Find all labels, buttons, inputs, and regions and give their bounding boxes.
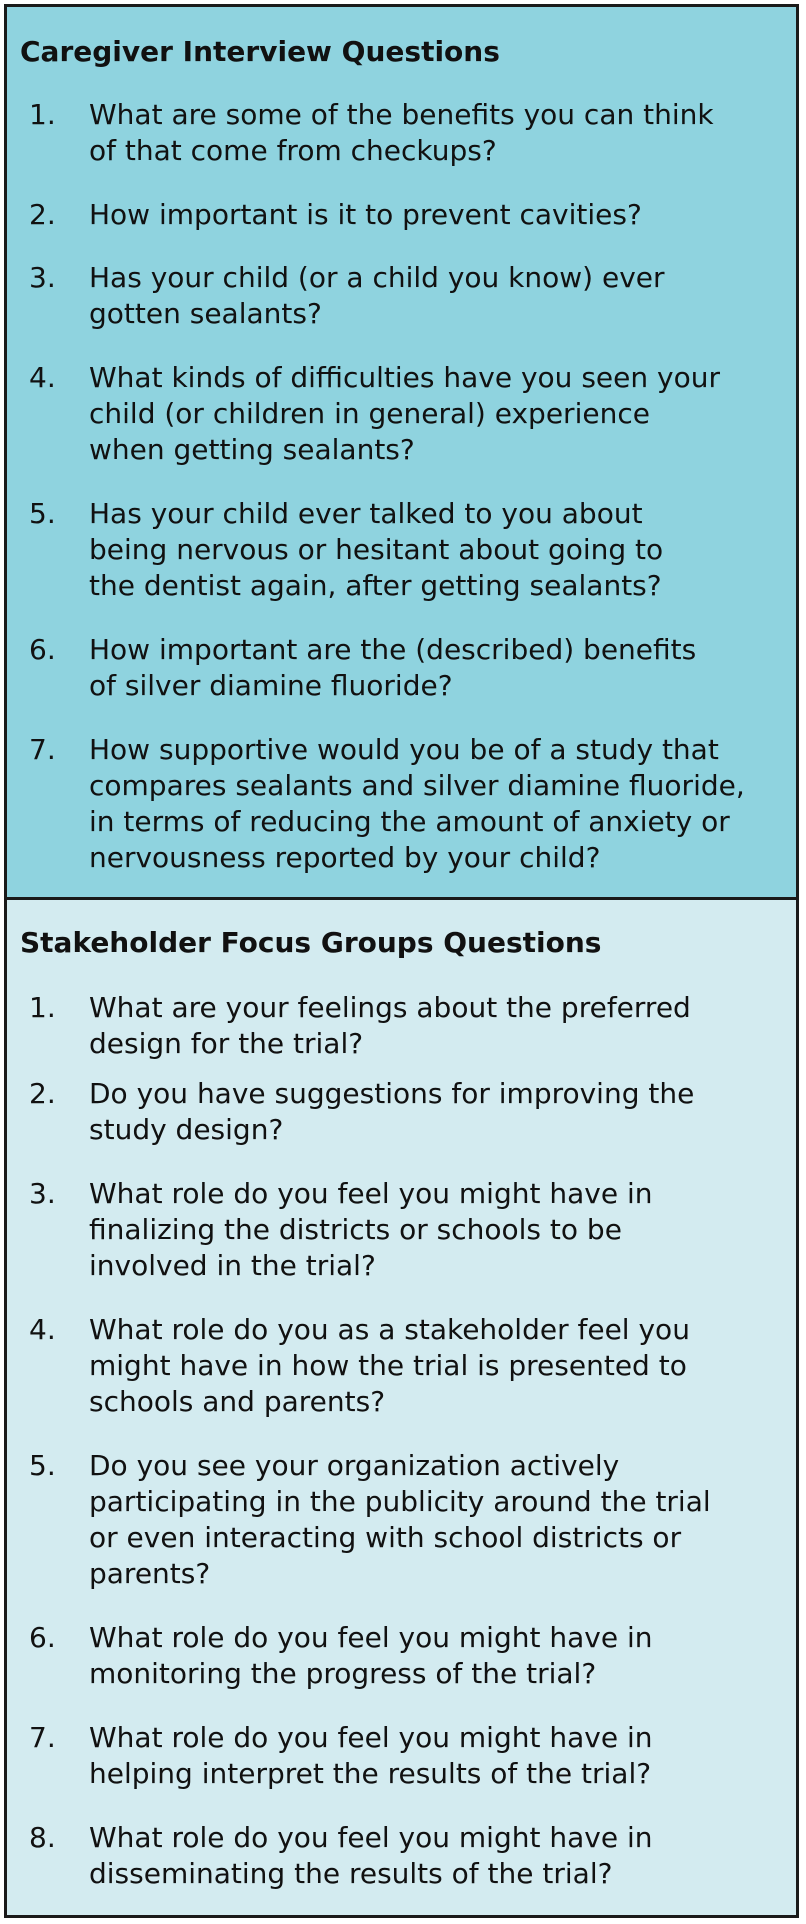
section-title: Stakeholder Focus Groups Questions <box>20 926 602 959</box>
item-number: 3. <box>29 1177 56 1210</box>
list-item <box>29 360 799 468</box>
list-item <box>29 632 799 704</box>
item-number: 2. <box>29 198 56 231</box>
list-item <box>29 197 799 233</box>
item-number: 8. <box>29 1821 56 1854</box>
item-text: Has your child ever talked to you about being nervous or hesitant about going to the dentist again, after getting sealants? <box>89 497 664 602</box>
item-text: Has your child (or a child you know) ever gotten sealants? <box>89 261 665 330</box>
section-title: Caregiver Interview Questions <box>20 35 500 68</box>
item-text: How supportive would you be of a study that compares sealants and silver diamine fluoride, in terms of reducing the amount of anxiety or nervousness reported by your child? <box>89 733 745 874</box>
list-item <box>29 990 799 1062</box>
list-item <box>29 496 799 604</box>
list-item <box>29 1176 799 1284</box>
list-item <box>29 1620 799 1692</box>
item-text: What role do you feel you might have in helping interpret the results of the trial? <box>89 1721 653 1790</box>
item-number: 2. <box>29 1077 56 1110</box>
list-item <box>29 1448 799 1592</box>
item-number: 1. <box>29 991 56 1024</box>
item-text: What are some of the benefits you can think of that come from checkups? <box>89 98 714 167</box>
item-text: What are your feelings about the preferred design for the trial? <box>89 991 691 1060</box>
item-text: What kinds of difficulties have you seen your child (or children in general) experience when getting sealants? <box>89 361 720 466</box>
list-item <box>29 1720 799 1792</box>
item-number: 7. <box>29 1721 56 1754</box>
item-text: How important is it to prevent cavities? <box>89 198 642 231</box>
list-item <box>29 260 799 332</box>
caregiver-interview-section <box>7 7 796 900</box>
item-number: 6. <box>29 633 56 666</box>
item-text: What role do you feel you might have in monitoring the progress of the trial? <box>89 1621 653 1690</box>
item-text: What role do you as a stakeholder feel you might have in how the trial is presented to schools and parents? <box>89 1313 690 1418</box>
list-item <box>29 97 799 169</box>
item-number: 4. <box>29 361 56 394</box>
item-number: 3. <box>29 261 56 294</box>
item-number: 5. <box>29 1449 56 1482</box>
list-item <box>29 1312 799 1420</box>
questions-panel <box>4 4 799 1918</box>
item-number: 7. <box>29 733 56 766</box>
item-text: Do you see your organization actively participating in the publicity around the trial or even interacting with school districts or parents? <box>89 1449 711 1590</box>
item-text: Do you have suggestions for improving the study design? <box>89 1077 695 1146</box>
item-number: 5. <box>29 497 56 530</box>
item-text: How important are the (described) benefits of silver diamine fluoride? <box>89 633 697 702</box>
stakeholder-focus-groups-section <box>7 900 796 1915</box>
item-text: What role do you feel you might have in finalizing the districts or schools to be involved in the trial? <box>89 1177 653 1282</box>
item-number: 4. <box>29 1313 56 1346</box>
list-item <box>29 732 799 876</box>
item-text: What role do you feel you might have in disseminating the results of the trial? <box>89 1821 653 1890</box>
list-item <box>29 1076 799 1148</box>
item-number: 6. <box>29 1621 56 1654</box>
list-item <box>29 1820 799 1892</box>
item-number: 1. <box>29 98 56 131</box>
